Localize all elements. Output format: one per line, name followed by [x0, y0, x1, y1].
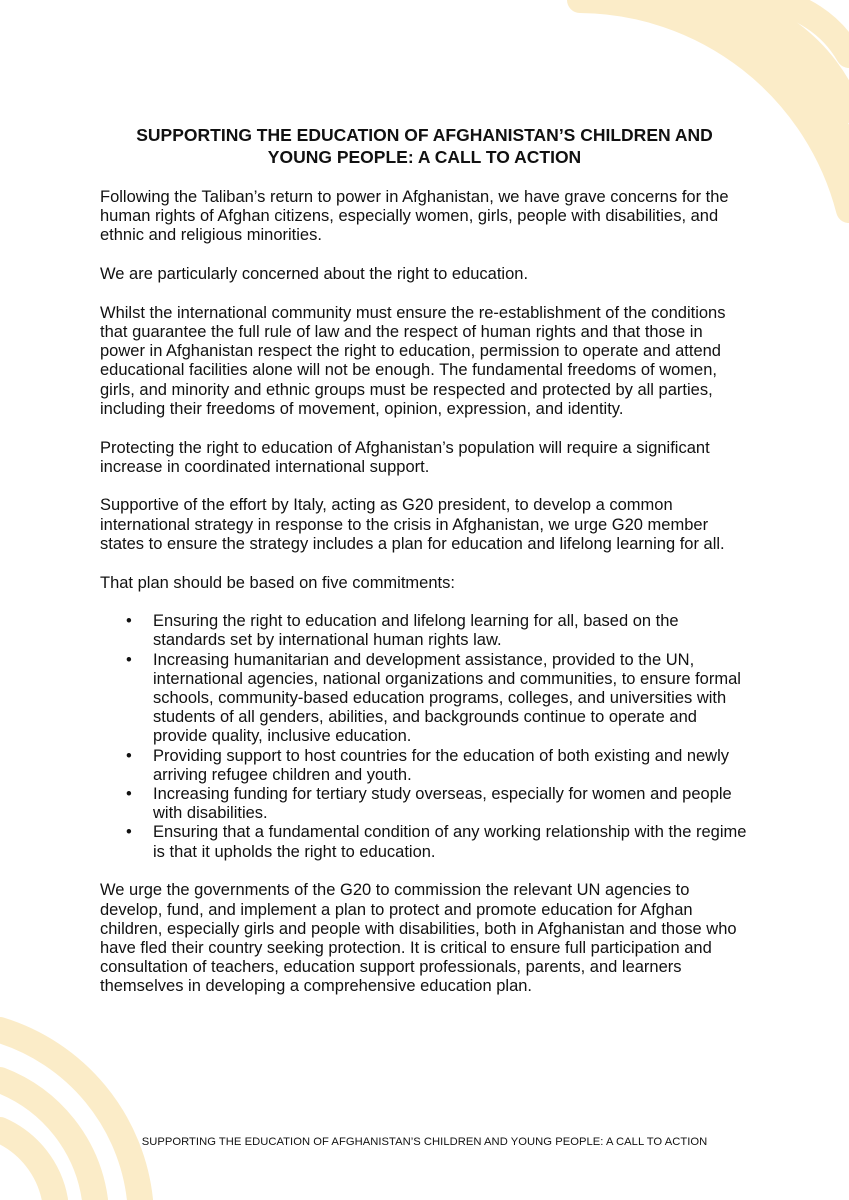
intro-paragraph: Following the Taliban’s return to power in Afghanistan, we have grave concerns for the human rights of Afghan citizens, especially women, girls, people with disabilities, and ethnic and religious minorities.: [100, 188, 729, 245]
support-paragraph: Protecting the right to education of Afghanistan’s population will require a significant increase in coordinated international support.: [100, 438, 710, 476]
list-item: [126, 823, 748, 861]
list-item-text: Providing support to host countries for the education of both existing and newly arriving refugee children and youth.: [153, 746, 730, 784]
list-item-text: Increasing humanitarian and development assistance, provided to the UN, international agencies, national organizations and communities, to ensure formal schools, community-based education programs, colleges, and universities with students of all genders, abilities, and backgrounds continue to operate and provide quality, inclusive education.: [153, 650, 741, 746]
list-item: [126, 612, 748, 650]
bullet-icon: •: [126, 650, 132, 669]
list-item-text: Increasing funding for tertiary study overseas, especially for women and people with disabilities.: [153, 785, 732, 823]
list-item: [126, 746, 748, 785]
list-item: [126, 785, 748, 823]
concern-paragraph: We are particularly concerned about the right to education.: [100, 265, 529, 284]
list-item-text: Ensuring the right to education and lifelong learning for all, based on the standards set by international human rights law.: [153, 612, 679, 650]
g20-strategy-paragraph: Supportive of the effort by Italy, acting as G20 president, to develop a common international strategy in response to the crisis in Afghanistan, we urge G20 member states to ensure the strategy includes a plan for education and lifelong learning for all.: [100, 496, 725, 553]
bullet-icon: •: [126, 746, 132, 765]
bullet-icon: •: [126, 785, 132, 804]
page-footer: SUPPORTING THE EDUCATION OF AFGHANISTAN’S CHILDREN AND YOUNG PEOPLE: A CALL TO ACTION: [141, 1136, 708, 1148]
bullet-icon: •: [126, 823, 132, 842]
title-line-2: YOUNG PEOPLE: A CALL TO ACTION: [267, 147, 582, 167]
bullet-icon: •: [126, 612, 132, 631]
commitments-intro-paragraph: That plan should be based on five commitments:: [100, 573, 455, 592]
list-item-text: Ensuring that a fundamental condition of any working relationship with the regime is that it upholds the right to education.: [153, 823, 747, 861]
list-item: [126, 650, 748, 747]
commitments-list: [100, 612, 748, 862]
title-line-1: SUPPORTING THE EDUCATION OF AFGHANISTAN’S CHILDREN AND: [136, 125, 713, 145]
closing-paragraph: We urge the governments of the G20 to commission the relevant UN agencies to develop, fund, and implement a plan to protect and promote education for Afghan children, especially girls and people with disabilities, both in Afghanistan and those who have fled their country seeking protection. It is critical to ensure full participation and consultation of teachers, education support professionals, parents, and learners themselves in developing a comprehensive education plan.: [100, 881, 737, 996]
document-body: [100, 188, 748, 1016]
document-title: [100, 124, 749, 168]
international-community-paragraph: Whilst the international community must ensure the re-establishment of the conditions that guarantee the full rule of law and the respect of human rights and that those in power in Afghanistan respect the right to education, permission to operate and attend educational facilities alone will not be enough. The fundamental freedoms of women, girls, and minority and ethnic groups must be respected and protected by all parties, including their freedoms of movement, opinion, expression, and identity.: [100, 303, 726, 418]
